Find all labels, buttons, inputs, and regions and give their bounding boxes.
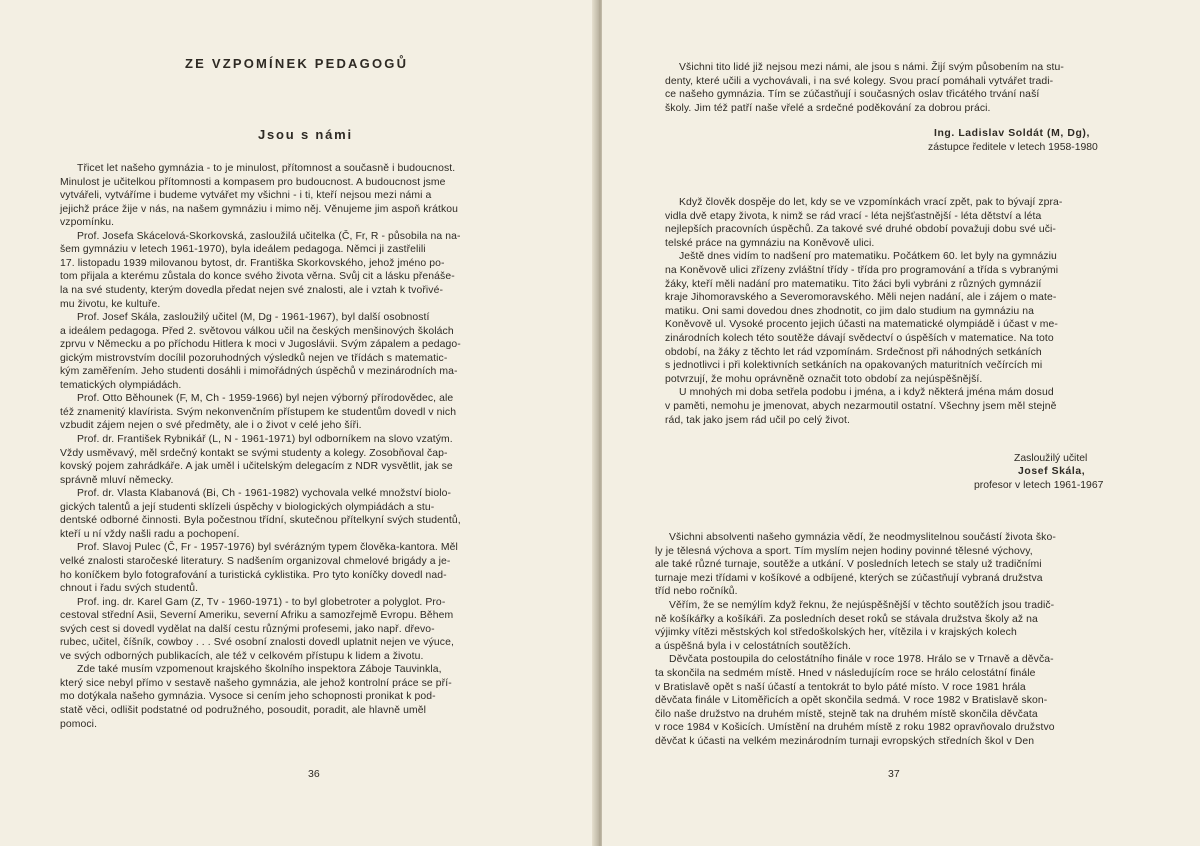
text-line: období, na žáky z těchto let rád vzpomínám. Srdečnost při náhodných setkáních xyxy=(665,346,1042,358)
text-line: ta skončila na sedmém místě. Hned v následujícím roce se hrálo celostátní finále xyxy=(655,668,1036,679)
text-line: zinárodních kolech této soutěže dávají svědectví o úspěších v matematice. Na toto xyxy=(665,333,1054,344)
text-line: Prof. dr. Vlasta Klabanová (Bi, Ch - 1961-1982) vychovala velké množství biolo- xyxy=(77,488,452,500)
text-line: Všichni absolventi našeho gymnázia vědí, že neodmyslitelnou součástí života ško- xyxy=(669,532,1056,543)
text-line: zprvu v Německu a po příchodu Hitlera k moci v Jugoslávii. Svým zápalem a pedago- xyxy=(60,339,461,351)
text-line: vzpomínku. xyxy=(60,217,115,229)
text-line: ce našeho gymnázia. Tím se zúčastňují i současných oslav třicátého trvání naší xyxy=(665,89,1040,101)
text-line: Všichni tito lidé již nejsou mezi námi, ale jsou s námi. Žijí svým působením na stu- xyxy=(679,62,1064,73)
text-line: 17. listopadu 1939 milovanou bytost, dr. Františka Skorkovského, jehož jméno po- xyxy=(60,257,445,269)
text-line: Vždy usměvavý, měl srdečný kontakt se svými studenty a kolegy. Zosobňoval čap- xyxy=(60,447,448,459)
signature-role-skala: profesor v letech 1961-1967 xyxy=(974,480,1104,491)
text-line: kraje Jihomoravského a Severomoravského. Měli nejen nadání, ale i zájem o mate- xyxy=(665,292,1057,304)
text-line: kým zaměřením. Jeho studenti dosáhli i mimořádných úspěchů v mezinárodních ma- xyxy=(60,366,458,378)
text-line: Když člověk dospěje do let, kdy se ve vzpomínkách vrací zpět, pak to bývají zpra- xyxy=(679,197,1063,208)
page-number-left: 36 xyxy=(308,768,320,780)
text-line: la na své studenty, kterým dovedla předat nejen své znalosti, ale i vztah k tvořivé- xyxy=(60,284,444,296)
text-line: správně mluví německy. xyxy=(60,474,174,486)
text-line: potvrzují, že mohu oprávněně označit toto období za nejúspěšnější. xyxy=(665,373,983,385)
text-line: tom přijala a kterému zůstala do konce svého života věrna. Svůj cit a lásku přenáše- xyxy=(60,271,455,283)
text-line: velké znalosti staročeské literatury. S nadšením organizoval chmelové brigády a je- xyxy=(60,555,451,567)
text-line: Prof. Josef Skála, zasloužilý učitel (M, Dg - 1961-1967), byl další osobností xyxy=(77,312,430,324)
text-line: vzbudit zájem nejen o své předměty, ale i o život v celé jeho šíři. xyxy=(60,420,362,432)
signature-role-soldat: zástupce ředitele v letech 1958-1980 xyxy=(928,142,1098,153)
text-line: Zde také musím vzpomenout krajského školního inspektora Záboje Tauvinkla, xyxy=(77,664,442,676)
text-line: ho koníčkem bylo fotografování a turistická cyklistika. Pro tyto koníčky dovedl nad- xyxy=(60,569,447,581)
text-line: Prof. ing. dr. Karel Gam (Z, Tv - 1960-1971) - to byl globetroter a polyglot. Pro- xyxy=(77,596,446,608)
text-line: Ještě dnes vidím to nadšení pro matematiku. Počátkem 60. let byly na gymnáziu xyxy=(679,251,1057,263)
text-line: matiku. Oni sami dovedou dnes zhodnotit, co jim dalo studium na gymnáziu na xyxy=(665,305,1035,317)
text-line: Věřím, že se nemýlím když řeknu, že nejúspěšnější v těchto soutěžích jsou tradič- xyxy=(669,600,1055,611)
text-line: a úspěšná byla i v celostátních soutěžích. xyxy=(655,640,851,652)
signature-title-skala: Zasloužilý učitel xyxy=(1014,453,1088,464)
right-page xyxy=(602,0,1200,846)
text-line: ly je tělesná výchova a sport. Tím myslím nejen hodiny povinné tělesné výchovy, xyxy=(655,545,1033,557)
text-line: svých cest si dovedl vydělat na další cestu různými profesemi, jako např. dřevo- xyxy=(60,623,435,635)
text-line: ně košíkářky a košíkáři. Za posledních deset roků se stávala družstva školy až na xyxy=(655,613,1038,625)
text-line: též znamenitý klavírista. Svým nekonvenčním přístupem ke studentům dovedl v nich xyxy=(60,406,457,418)
text-line: nejlepších pracovních úspěchů. Za takové své druhé období považuji dobu své uči- xyxy=(665,224,1056,236)
text-line: pomoci. xyxy=(60,718,98,730)
text-line: gických talentů a její studenti sklízeli úspěchy v biologických olympiádách a stu- xyxy=(60,501,435,513)
text-line: s jednotlivci i při kolektivních setkáních na opakovaných maturitních večírcích mi xyxy=(665,360,1043,372)
page-number-right: 37 xyxy=(888,768,900,780)
signature-name-skala: Josef Skála, xyxy=(1018,466,1086,477)
text-line: tematických olympiádách. xyxy=(60,379,182,391)
text-line: v paměti, nemohu je jmenovat, abych nezarmoutil ostatní. Všechny jsem měl stejně xyxy=(665,401,1057,412)
text-line: chnout i řadu svých studentů. xyxy=(60,583,199,595)
text-line: denty, které učili a vychovávali, i na své kolegy. Svou prací pomáhali vytvářet tradi- xyxy=(665,75,1054,87)
page-title: ZE VZPOMÍNEK PEDAGOGŮ xyxy=(185,56,409,71)
text-line: jejichž práce žije v nás, na našem gymnáziu i mimo něj. Věnujeme jim aspoň krátkou xyxy=(60,203,459,215)
text-line: rubec, učitel, číšník, cowboy . . . Své osobní znalosti dovedl uplatnit nejen ve výuce, xyxy=(60,637,454,649)
text-line: v roce 1984 v Košicích. Umístění na druhém místě z roku 1982 opravňovalo družstvo xyxy=(655,722,1055,734)
signature-name-soldat: Ing. Ladislav Soldát (M, Dg), xyxy=(934,128,1090,139)
text-line: kteří u ní vždy našli radu a pochopení. xyxy=(60,528,240,540)
text-line: čilo naše družstvo na druhém místě, stejně tak na druhém místě skončila děvčata xyxy=(655,708,1038,720)
text-line: Prof. Josefa Skácelová-Skorkovská, zasloužilá učitelka (Č, Fr, R - působila na na- xyxy=(77,230,461,242)
text-line: ale také různé turnaje, soutěže a utkání. V posledních letech se staly už tradičními xyxy=(655,559,1042,571)
text-line: dentské odborné činnosti. Byla počestnou třídní, skutečnou přítelkyní svých studentů, xyxy=(60,515,461,527)
text-line: vidla dvě etapy života, k nimž se rád vrací - léta nejšťastnější - léta dětství a léta xyxy=(665,210,1042,222)
text-line: děvčata finále v Litoměřicích a opět skončila sedmá. V roce 1982 v Bratislavě skon- xyxy=(655,695,1048,707)
text-line: U mnohých mi doba setřela podobu i jména, a i když některá jména mám dosud xyxy=(679,387,1054,399)
text-line: Prof. dr. František Rybnikář (L, N - 1961-1971) byl odborníkem na slovo vzatým. xyxy=(77,434,453,445)
text-line: na Koněvově ulici zřízeny zvláštní třídy - třída pro programování a třída s vybranými xyxy=(665,265,1059,276)
text-line: školy. Jim též patří naše vřelé a srdečné poděkování za dobrou práci. xyxy=(665,102,991,114)
text-line: telské práce na gymnáziu na Koněvově ulici. xyxy=(665,237,875,249)
left-page xyxy=(0,0,598,846)
text-line: cestoval střední Asii, Severní Ameriku, severní Afriku a samozřejmě Evropu. Během xyxy=(60,610,454,622)
text-line: děvčat k účasti na velkém mezinárodním turnaji evropských středních škol v Den xyxy=(655,736,1035,747)
text-line: gickým mistrovstvím docílil pozoruhodných výsledků nejen ve třídách s matematic- xyxy=(60,352,448,364)
text-line: Děvčata postoupila do celostátního finále v roce 1978. Hrálo se v Trnavě a děvča- xyxy=(669,654,1054,666)
section-title: Jsou s námi xyxy=(258,127,353,142)
text-line: v Bratislavě opět s naší účastí a tentokrát to bylo páté místo. V roce 1981 hrála xyxy=(655,681,1026,693)
text-line: mu životu, ke kultuře. xyxy=(60,298,161,310)
text-line: šem gymnáziu v letech 1961-1970), byla ideálem pedagoga. Němci ji zastřelili xyxy=(60,244,426,256)
text-line: výjimky vítězi městských kol středoškolských her, vítězila i v krajských kolech xyxy=(655,627,1017,639)
text-line: kovský pojem zahrádkáře. A jak uměl i učitelským delegacím z NDR vysvětlit, jak se xyxy=(60,461,453,473)
text-line: Prof. Otto Běhounek (F, M, Ch - 1959-1966) byl nejen výborný přírodovědec, ale xyxy=(77,393,454,405)
text-line: statě věci, odlišit podstatné od podružného, posoudit, poradit, ale hlavně uměl xyxy=(60,705,427,716)
text-line: a ideálem pedagoga. Před 2. světovou válkou učil na českých menšinových školách xyxy=(60,325,454,337)
text-line: mo dotýkala našeho gymnázia. Vysoce si cením jeho schopnosti pronikat k pod- xyxy=(60,691,436,703)
text-line: Prof. Slavoj Pulec (Č, Fr - 1957-1976) byl svérázným typem člověka-kantora. Měl xyxy=(77,542,458,554)
text-line: Koněvově ul. Vysoké procento jejich účasti na matematické olympiádě i účast v me- xyxy=(665,319,1058,331)
text-line: rád, tak jako jsem rád učil po celý život. xyxy=(665,414,850,426)
text-line: ve svých odborných publikacích, ale též v celkovém přístupu k lidem a životu. xyxy=(60,650,424,662)
text-line: vytvářeli, vytváříme i budeme vytvářet my všichni - i ti, kteří nejsou mezi námi a xyxy=(60,190,432,202)
text-line: Třicet let našeho gymnázia - to je minulost, přítomnost a současně i budoucnost. xyxy=(77,163,456,174)
text-line: žáky, kteří měli nadání pro matematiku. Tito žáci byli vybráni z různých gymnázií xyxy=(665,278,1042,290)
text-line: Minulost je učitelkou přítomnosti a kompasem pro budoucnost. A budoucnost jsme xyxy=(60,176,446,188)
text-line: který sice nebyl přímo v sestavě našeho gymnázia, ale jehož kontrolní práce se pří- xyxy=(60,677,452,689)
text-line: turnaje mezi třídami v košíkové a odbíjené, kterých se zúčastňují vybraná družstva xyxy=(655,572,1043,584)
text-line: tříd nebo ročníků. xyxy=(655,586,738,598)
